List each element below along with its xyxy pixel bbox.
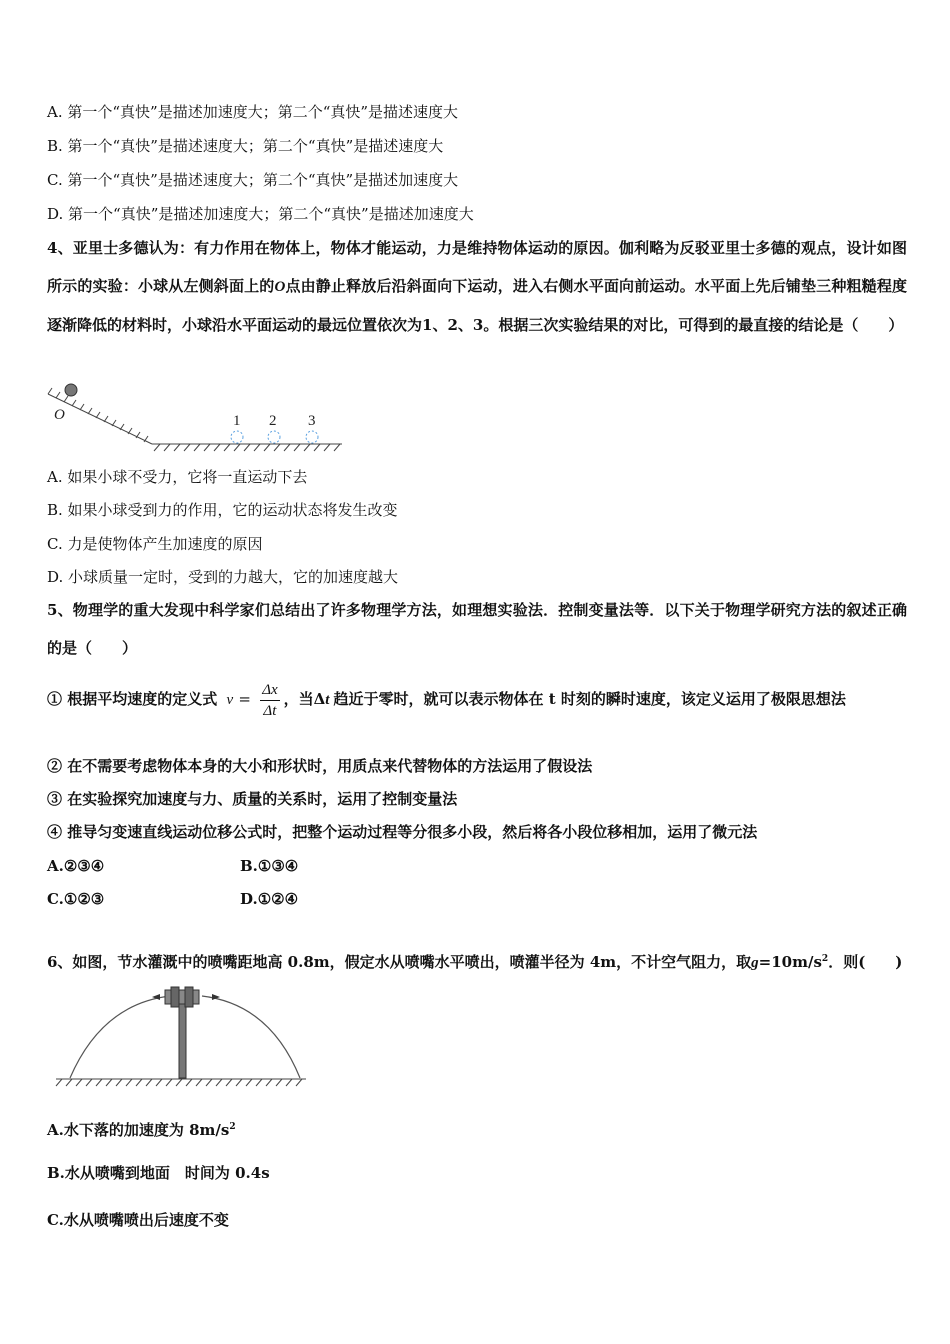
pipe [179,1002,186,1078]
label-2: 2 [269,413,277,429]
nozzle-cap-right [185,987,193,1007]
q3-option-b: B. 第一个“真快”是描述速度大；第二个“真快”是描述速度大 [47,137,444,155]
ground-hatch [56,1079,306,1086]
q5-stem: 5、物理学的重大发现中科学家们总结出了许多物理学方法，如理想实验法．控制变量法等．以下关于物理学研究方法的叙述正确的是（ ） [47,601,907,657]
q6-figure [52,984,310,1090]
q6-stem: 6、如图，节水灌溉中的喷嘴距地高 0.8m，假定水从喷嘴水平喷出，喷灌半径为 4m，不计空气阻力，取$g=10m/s^2$．则( ) [47,953,903,971]
ball [65,384,77,396]
q3-option-d: D. 第一个“真快”是描述加速度大；第二个“真快”是描述加速度大 [47,205,474,223]
q4-option-b: B. 如果小球受到力的作用，它的运动状态将发生改变 [47,501,398,519]
q5-statement-4: ④ 推导匀变速直线运动位移公式时，把整个运动过程等分很多小段，然后将各小段位移相加，运用了微元法 [47,823,758,841]
q5-option-a: A.②③④ [47,857,105,875]
velocity-fraction: $\frac{\Delta x}{\Delta t}$ [262,681,278,719]
label-3: 3 [308,413,316,429]
q4-option-d: D. 小球质量一定时，受到的力越大，它的加速度越大 [47,568,399,586]
q6-option-a: A.水下落的加速度为 $8m/s^2$ [47,1121,236,1139]
ground-hatch [152,444,342,451]
nozzle-body [165,990,199,1004]
label-o: O [54,407,65,423]
q4-figure [44,378,348,458]
position-1 [231,431,243,443]
q4-option-a: A. 如果小球不受力，它将一直运动下去 [47,468,308,486]
q5-option-b: B.①③④ [240,857,299,875]
water-arc-left [70,996,170,1078]
q5-statement-1: ① 根据平均速度的定义式 v = $\frac{\Delta x}{\Delta t}$ ，当Δt 趋近于零时，就可以表示物体在 t 时刻的瞬时速度，该定义运用了极限思想法 [47,681,846,719]
q5-option-d: D.①②④ [240,890,299,908]
q5-option-c: C.①②③ [47,890,105,908]
position-3 [306,431,318,443]
q6-option-b: B.水从喷嘴到地面 时间为 0.4s [47,1164,270,1182]
q5-statement-2: ② 在不需要考虑物体本身的大小和形状时，用质点来代替物体的方法运用了假设法 [47,757,593,775]
q4-stem: 4、亚里士多德认为：有力作用在物体上，物体才能运动，力是维持物体运动的原因。伽利略为反驳亚里士多德的观点，设计如图所示的实验：小球从左侧斜面上的O点由静止释放后沿斜面向下运动，进入右侧水平面向前运动。水平面上先后铺垫三种粗糙程度逐渐降低的材料时，小球沿水平面运动的最远位置依次为1、2、3。根据三次实验结果的对比，可得到的最直接的结论是（ ） [47,239,907,334]
q3-option-a: A. 第一个“真快”是描述加速度大；第二个“真快”是描述速度大 [47,103,459,121]
label-1: 1 [233,413,241,429]
q5-statement-3: ③ 在实验探究加速度与力、质量的关系时，运用了控制变量法 [47,790,458,808]
position-2 [268,431,280,443]
q4-option-c: C. 力是使物体产生加速度的原因 [47,535,263,553]
q3-option-c: C. 第一个“真快”是描述速度大；第二个“真快”是描述加速度大 [47,171,459,189]
water-arc-right [202,996,300,1078]
nozzle-cap-left [171,987,179,1007]
q6-option-c: C.水从喷嘴喷出后速度不变 [47,1211,229,1229]
